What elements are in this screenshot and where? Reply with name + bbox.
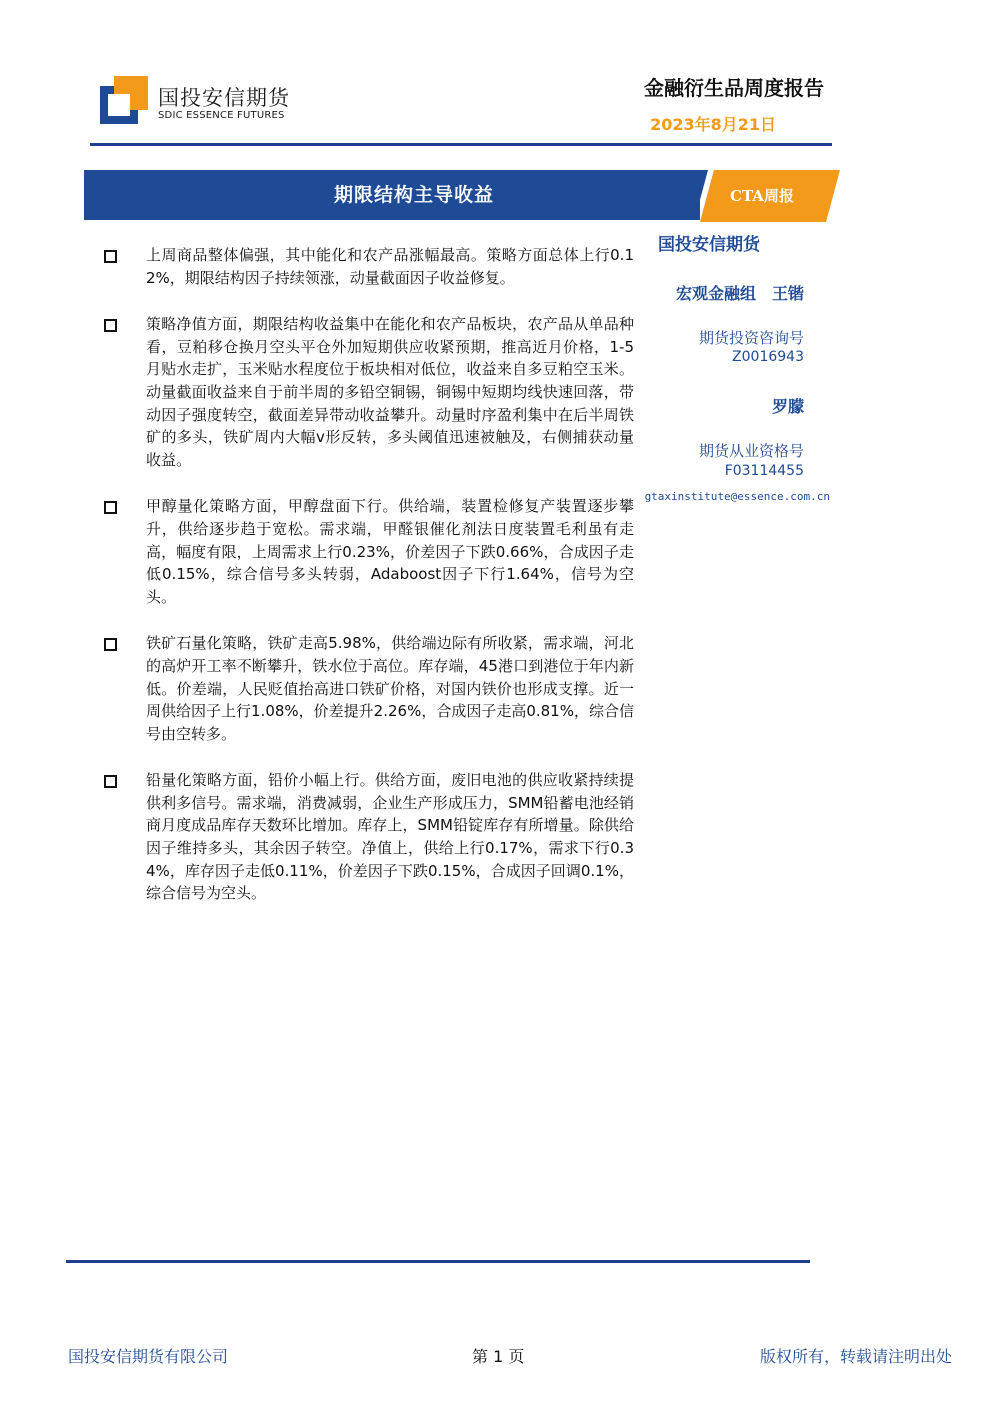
- square-bullet-icon: [104, 319, 117, 332]
- report-type-title: 金融衍生品周度报告: [644, 76, 824, 100]
- report-category-tag: CTA周报: [730, 187, 794, 205]
- footer-divider: [66, 1260, 810, 1263]
- square-bullet-icon: [104, 638, 117, 651]
- paragraph-net-value: 策略净值方面，期限结构收益集中在能化和农产品板块，农产品从单品种看，豆粕移仓换月空头平仓外加短期供应收紧预期，推高近月价格，1-5月贴水走扩，玉米贴水程度位于板块相对低位，收益来自多豆粕空玉米。动量截面收益来自于前半周的多铅空铜锡，铜锡中短期均线快速回落，带动因子强度转空，截面差异带动收益攀升。动量时序盈利集中在后半周铁矿的多头，铁矿周内大幅v形反转，多头阈值迅速被触及，右侧捕获动量收益。: [146, 315, 634, 469]
- sidebar-company: 国投安信期货: [658, 235, 760, 255]
- page-number: 第 1 页: [472, 1347, 525, 1366]
- square-bullet-icon: [104, 775, 117, 788]
- contact-email: gtaxinstitute@essence.com.cn: [644, 490, 830, 503]
- paragraph-lead: 铅量化策略方面，铅价小幅上行。供给方面，废旧电池的供应收紧持续提供利多信号。需求端，消费减弱，企业生产形成压力，SMM铅蓄电池经销商月度成品库存天数环比增加。库存上，SMM铅锭库存有所增量。除供给因子维持多头，其余因子转空。净值上，供给上行0.17%，需求下行0.34%，库存因子走低0.11%，价差因子下跌0.15%，合成因子回调0.1%，综合信号为空头。: [146, 771, 634, 903]
- header-divider: [90, 143, 832, 146]
- bullet-item: [100, 495, 634, 608]
- license-number-1: Z0016943: [732, 349, 804, 365]
- footer-copyright: 版权所有，转载请注明出处: [759, 1347, 952, 1366]
- sidebar-analyst-2: 罗朦: [771, 397, 804, 416]
- company-logo: [100, 72, 300, 132]
- paragraph-summary: 上周商品整体偏强，其中能化和农产品涨幅最高。策略方面总体上行0.12%，期限结构因子持续领涨，动量截面因子收益修复。: [146, 246, 634, 287]
- footer-company: 国投安信期货有限公司: [68, 1347, 229, 1366]
- paragraph-iron-ore: 铁矿石量化策略，铁矿走高5.98%，供给端边际有所收紧，需求端，河北的高炉开工率不断攀升，铁水位于高位。库存端，45港口到港位于年内新低。价差端，人民贬值抬高进口铁矿价格，对国内铁价也形成支撑。近一周供给因子上行1.08%，价差提升2.26%，合成因子走高0.81%，综合信号由空转多。: [146, 634, 634, 743]
- bullet-item: [100, 769, 634, 905]
- report-date: 2023年8月21日: [650, 115, 776, 134]
- logo-mark-icon: [100, 76, 148, 124]
- paragraph-methanol: 甲醇量化策略方面，甲醇盘面下行。供给端，装置检修复产装置逐步攀升，供给逐步趋于宽松。需求端，甲醛银催化剂法日度装置毛利虽有走高，幅度有限，上周需求上行0.23%，价差因子下跌0.66%，合成因子走低0.15%，综合信号多头转弱，Adaboost因子下行1.64%，信号为空头。: [146, 497, 634, 606]
- bullet-item: [100, 244, 634, 289]
- report-body: [100, 244, 634, 929]
- square-bullet-icon: [104, 501, 117, 514]
- bullet-item: [100, 632, 634, 745]
- bullet-item: [100, 313, 634, 471]
- license-number-2: F03114455: [724, 463, 804, 479]
- license-label-1: 期货投资咨询号: [698, 329, 804, 347]
- sidebar-team-analyst: 宏观金融组 王锴: [675, 284, 804, 303]
- square-bullet-icon: [104, 250, 117, 263]
- report-headline: 期限结构主导收益: [333, 184, 494, 206]
- logo-english-name: SDIC ESSENCE FUTURES: [158, 110, 285, 121]
- license-label-2: 期货从业资格号: [698, 442, 804, 460]
- logo-chinese-name: 国投安信期货: [158, 86, 290, 110]
